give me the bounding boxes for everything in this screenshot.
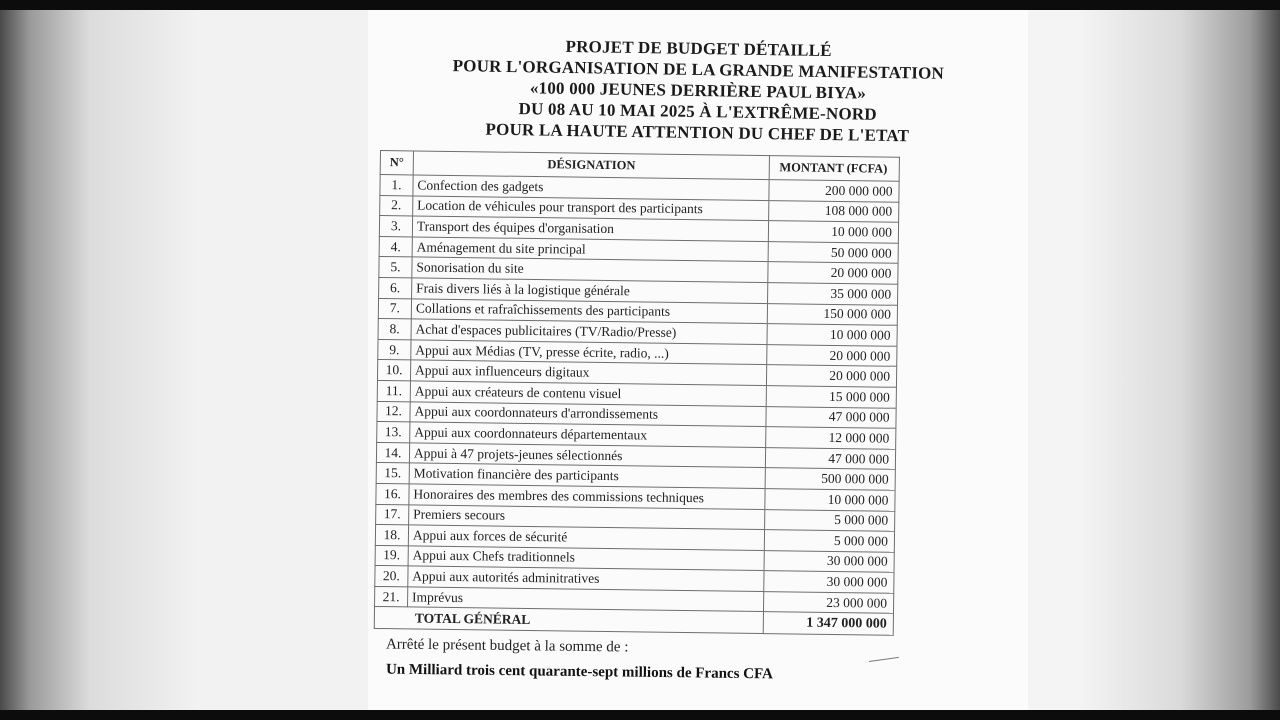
row-number: 5.	[379, 257, 412, 278]
header-amount: MONTANT (FCFA)	[769, 156, 899, 182]
row-amount: 5 000 000	[765, 530, 895, 552]
row-number: 11.	[377, 380, 410, 401]
row-amount: 10 000 000	[767, 324, 897, 346]
row-number: 12.	[377, 401, 410, 422]
document-title	[367, 33, 1029, 148]
row-number: 15.	[376, 463, 409, 484]
row-designation: Appui aux Médias (TV, presse écrite, radio, ...)	[411, 340, 768, 365]
row-number: 21.	[375, 586, 408, 607]
row-number: 19.	[375, 545, 408, 566]
row-amount: 15 000 000	[766, 386, 896, 408]
row-amount: 47 000 000	[766, 406, 896, 428]
row-number: 13.	[377, 422, 410, 443]
row-amount: 150 000 000	[767, 303, 897, 325]
row-designation: Sonorisation du site	[412, 257, 769, 282]
row-designation: Premiers secours	[409, 504, 766, 529]
row-designation: Appui aux coordonnateurs d'arrondissements	[410, 401, 767, 426]
title-line-1: PROJET DE BUDGET DÉTAILLÉ	[565, 36, 832, 61]
row-designation: Appui aux autorités adminitratives	[408, 566, 765, 591]
row-amount: 23 000 000	[764, 591, 894, 613]
row-amount: 20 000 000	[767, 344, 897, 366]
row-number: 10.	[377, 360, 410, 381]
row-designation: Achat d'espaces publicitaires (TV/Radio/Presse)	[411, 319, 768, 344]
row-designation: Appui aux forces de sécurité	[408, 525, 765, 550]
row-amount: 10 000 000	[769, 221, 899, 243]
row-designation: Appui aux créateurs de contenu visuel	[410, 381, 767, 406]
title-line-2: POUR L'ORGANISATION DE LA GRANDE MANIFESTATION	[452, 56, 945, 83]
row-number: 18.	[375, 525, 408, 546]
row-designation: Appui à 47 projets-jeunes sélectionnés	[409, 443, 766, 468]
row-number: 14.	[376, 442, 409, 463]
footer-statement: Arrêté le présent budget à la somme de :	[385, 636, 629, 656]
row-designation: Confection des gadgets	[413, 175, 770, 200]
row-designation: Aménagement du site principal	[412, 237, 769, 262]
total-amount: 1 347 000 000	[763, 612, 893, 636]
row-number: 20.	[375, 566, 408, 587]
row-designation: Honoraires des membres des commissions techniques	[409, 484, 766, 509]
header-no: N°	[380, 151, 413, 175]
title-line-3: «100 000 JEUNES DERRIÈRE PAUL BIYA»	[529, 78, 867, 103]
row-amount: 30 000 000	[764, 571, 894, 593]
budget-table-wrapper	[374, 150, 910, 636]
row-amount: 200 000 000	[769, 180, 899, 202]
row-amount: 30 000 000	[764, 550, 894, 572]
row-designation: Location de véhicules pour transport des participants	[413, 196, 770, 221]
row-designation: Collations et rafraîchissements des participants	[411, 298, 768, 323]
header-designation: DÉSIGNATION	[413, 151, 770, 180]
total-label: TOTAL GÉNÉRAL	[374, 607, 763, 634]
row-amount: 20 000 000	[768, 262, 898, 284]
row-designation: Motivation financière des participants	[409, 463, 766, 488]
row-number: 16.	[376, 483, 409, 504]
table-body	[374, 175, 899, 636]
row-amount: 47 000 000	[766, 447, 896, 469]
row-designation: Appui aux influenceurs digitaux	[410, 360, 767, 385]
footer-amount-in-words: Un Milliard trois cent quarante-sept millions de Francs CFA	[385, 661, 774, 683]
row-designation: Transport des équipes d'organisation	[412, 216, 769, 241]
row-amount: 108 000 000	[769, 200, 899, 222]
row-number: 7.	[378, 298, 411, 319]
row-number: 8.	[378, 319, 411, 340]
title-line-4: DU 08 AU 10 MAI 2025 À L'EXTRÊME-NORD	[518, 99, 877, 124]
row-amount: 12 000 000	[766, 427, 896, 449]
row-number: 6.	[379, 277, 412, 298]
row-designation: Appui aux coordonnateurs départementaux	[410, 422, 767, 447]
row-number: 17.	[376, 504, 409, 525]
row-amount: 5 000 000	[765, 509, 895, 531]
row-amount: 10 000 000	[765, 488, 895, 510]
row-designation: Appui aux Chefs traditionnels	[408, 546, 765, 571]
row-amount: 500 000 000	[765, 468, 895, 490]
row-designation: Imprévus	[407, 587, 764, 612]
title-line-5: POUR LA HAUTE ATTENTION DU CHEF DE L'ETAT	[485, 119, 910, 146]
row-amount: 50 000 000	[768, 241, 898, 263]
budget-table	[374, 150, 900, 636]
row-designation: Frais divers liés à la logistique générale	[411, 278, 768, 303]
row-number: 2.	[380, 195, 413, 216]
row-number: 9.	[378, 339, 411, 360]
row-number: 3.	[379, 216, 412, 237]
row-number: 4.	[379, 236, 412, 257]
row-amount: 20 000 000	[767, 365, 897, 387]
row-number: 1.	[380, 175, 413, 196]
row-amount: 35 000 000	[768, 283, 898, 305]
